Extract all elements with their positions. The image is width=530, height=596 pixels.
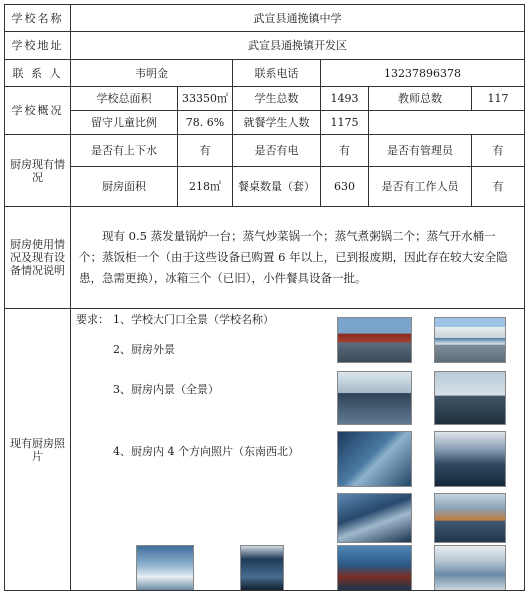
kitchen-direction-photo-6 bbox=[434, 545, 506, 591]
kitchen-direction-photo-4 bbox=[240, 545, 284, 591]
kitchen-interior-photo-1 bbox=[337, 431, 412, 487]
left-behind-ratio-label: 留守儿童比例 bbox=[71, 111, 178, 135]
electricity-label: 是否有电 bbox=[233, 135, 321, 167]
school-address-value: 武宣县通挽镇开发区 bbox=[71, 32, 525, 60]
teacher-count-label: 教师总数 bbox=[369, 87, 472, 111]
table-count-value: 630 bbox=[321, 167, 369, 207]
contact-person-value: 韦明金 bbox=[71, 60, 233, 87]
photo-area bbox=[71, 309, 525, 591]
student-count-value: 1493 bbox=[321, 87, 369, 111]
school-building-photo bbox=[434, 317, 506, 363]
requirement-4: 4、厨房内 4 个方向照片（东南西北） bbox=[113, 445, 299, 458]
manager-value: 有 bbox=[472, 135, 525, 167]
requirements-title: 要求： bbox=[76, 313, 109, 326]
water-supply-value: 有 bbox=[178, 135, 233, 167]
contact-person-label: 联 系 人 bbox=[5, 60, 71, 87]
left-behind-ratio-value: 78. 6% bbox=[178, 111, 233, 135]
teacher-count-value: 117 bbox=[472, 87, 525, 111]
kitchen-direction-photo-5 bbox=[337, 545, 412, 591]
kitchen-status-label: 厨房现有情况 bbox=[5, 135, 71, 207]
contact-phone-label: 联系电话 bbox=[233, 60, 321, 87]
kitchen-exterior-photo-1 bbox=[337, 371, 412, 425]
requirement-1: 1、学校大门口全景（学校名称） bbox=[113, 313, 274, 326]
equipment-description: 现有 0.5 蒸发量锅炉一台；蒸气炒菜锅一个；蒸气煮粥锅二个；蒸气开水桶一个；蒸饭柜一个（由于这些设备已购置 6 年以上，已到报废期，因此存在较大安全隐患，急需更换），冰箱三个（已旧），小件餐具设备一批。 bbox=[71, 207, 525, 309]
kitchen-area-value: 218㎡ bbox=[178, 167, 233, 207]
staff-value: 有 bbox=[472, 167, 525, 207]
school-area-label: 学校总面积 bbox=[71, 87, 178, 111]
school-area-value: 33350㎡ bbox=[178, 87, 233, 111]
kitchen-direction-photo-3 bbox=[136, 545, 194, 591]
table-count-label: 餐桌数量（套） bbox=[233, 167, 321, 207]
equipment-label: 厨房使用情况及现有设备情况说明 bbox=[5, 207, 71, 309]
kitchen-area-label: 厨房面积 bbox=[71, 167, 178, 207]
requirement-3: 3、厨房内景（全景） bbox=[113, 383, 219, 396]
manager-label: 是否有管理员 bbox=[369, 135, 472, 167]
contact-phone-value: 13237896378 bbox=[321, 60, 525, 87]
water-supply-label: 是否有上下水 bbox=[71, 135, 178, 167]
school-address-label: 学校地址 bbox=[5, 32, 71, 60]
kitchen-survey-form bbox=[4, 4, 524, 590]
kitchen-photos-label: 现有厨房照片 bbox=[5, 309, 71, 591]
kitchen-direction-photo-2 bbox=[434, 493, 506, 543]
electricity-value: 有 bbox=[321, 135, 369, 167]
kitchen-interior-photo-2 bbox=[434, 431, 506, 487]
dining-students-label: 就餐学生人数 bbox=[233, 111, 321, 135]
kitchen-exterior-photo-2 bbox=[434, 371, 506, 425]
requirement-2: 2、厨房外景 bbox=[113, 343, 175, 356]
kitchen-direction-photo-1 bbox=[337, 493, 412, 543]
school-name-label: 学校名称 bbox=[5, 5, 71, 32]
school-name-value: 武宣县通挽镇中学 bbox=[71, 5, 525, 32]
staff-label: 是否有工作人员 bbox=[369, 167, 472, 207]
student-count-label: 学生总数 bbox=[233, 87, 321, 111]
survey-table bbox=[4, 4, 525, 591]
school-gate-photo bbox=[337, 317, 412, 363]
dining-students-value: 1175 bbox=[321, 111, 369, 135]
overview-empty-cell bbox=[369, 111, 525, 135]
overview-label: 学校概况 bbox=[5, 87, 71, 135]
